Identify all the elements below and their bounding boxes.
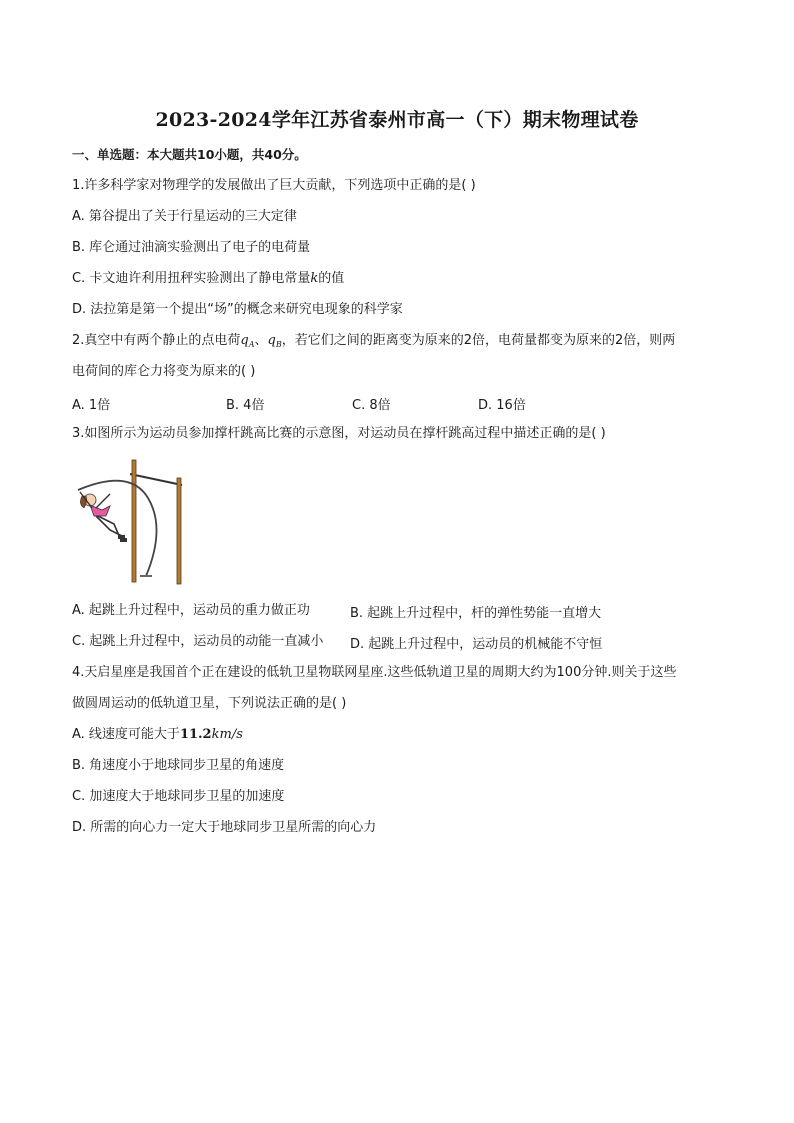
question-2-option-b: B. 4倍 [226,398,265,413]
crossbar [130,474,182,485]
question-2-option-d: D. 16倍 [478,398,526,413]
question-1-option-d: D. 法拉第是第一个提出“场”的概念来研究电现象的科学家 [72,302,403,317]
constant-k: k [310,271,319,286]
option-a-text: A. 线速度可能大于 [72,727,180,742]
section-heading: 一、单选题：本大题共10小题，共40分。 [72,147,307,162]
charge-symbol: q [267,333,276,348]
speed-unit: km/s [211,727,243,742]
question-4-option-c: C. 加速度大于地球同步卫星的加速度 [72,789,285,804]
question-3-option-c: C. 起跳上升过程中，运动员的动能一直减小 [72,634,324,649]
question-1-option-a: A. 第谷提出了关于行星运动的三大定律 [72,209,297,224]
question-4-option-a [72,726,243,744]
stem-text: 2.真空中有两个静止的点电荷 [72,333,241,348]
question-3-stem: 3.如图所示为运动员参加撑杆跳高比赛的示意图，对运动员在撑杆跳高过程中描述正确的是( ) [72,426,606,441]
question-1-stem: 1.许多科学家对物理学的发展做出了巨大贡献，下列选项中正确的是( ) [72,178,476,193]
question-1-option-b: B. 库仑通过油滴实验测出了电子的电荷量 [72,240,311,255]
question-3-option-a: A. 起跳上升过程中，运动员的重力做正功 [72,603,310,618]
question-2-stem [72,332,675,354]
question-3-option-d: D. 起跳上升过程中，运动员的机械能不守恒 [350,637,603,652]
pole-vault-illustration [70,458,188,586]
question-4-stem: 4.天启星座是我国首个正在建设的低轨卫星物联网星座.这些低轨道卫星的周期大约为100分钟.则关于这些 [72,665,677,680]
question-4-option-d: D. 所需的向心力一定大于地球同步卫星所需的向心力 [72,820,377,835]
stem-text-tail: ，若它们之间的距离变为原来的2倍，电荷量都变为原来的2倍，则两 [281,333,676,348]
question-2-option-c: C. 8倍 [352,398,391,413]
page-title: 2023-2024学年江苏省泰州市高一（下）期末物理试卷 [155,109,639,131]
charge-subscript: B [275,340,282,349]
separator: 、 [254,333,268,348]
charge-subscript: A [248,340,255,349]
charge-qb [268,333,282,348]
speed-value: 11.2 [179,727,212,742]
left-upright [132,460,136,582]
question-1-option-c [72,270,344,288]
question-3-option-b: B. 起跳上升过程中，杆的弹性势能一直增大 [350,606,602,621]
athlete [80,492,127,542]
option-c-text: C. 卡文迪许利用扭秤实验测出了静电常量 [72,271,311,286]
question-4-option-b: B. 角速度小于地球同步卫星的角速度 [72,758,285,773]
question-2-stem-line2: 电荷间的库仑力将变为原来的( ) [72,364,256,379]
question-2-option-a: A. 1倍 [72,398,111,413]
charge-symbol: q [240,333,249,348]
right-upright [177,478,181,584]
question-4-stem-line2: 做圆周运动的低轨道卫星，下列说法正确的是( ) [72,696,347,711]
pole-vault-drawing [70,458,188,586]
charge-qa [240,333,254,348]
option-c-tail: 的值 [318,271,345,286]
